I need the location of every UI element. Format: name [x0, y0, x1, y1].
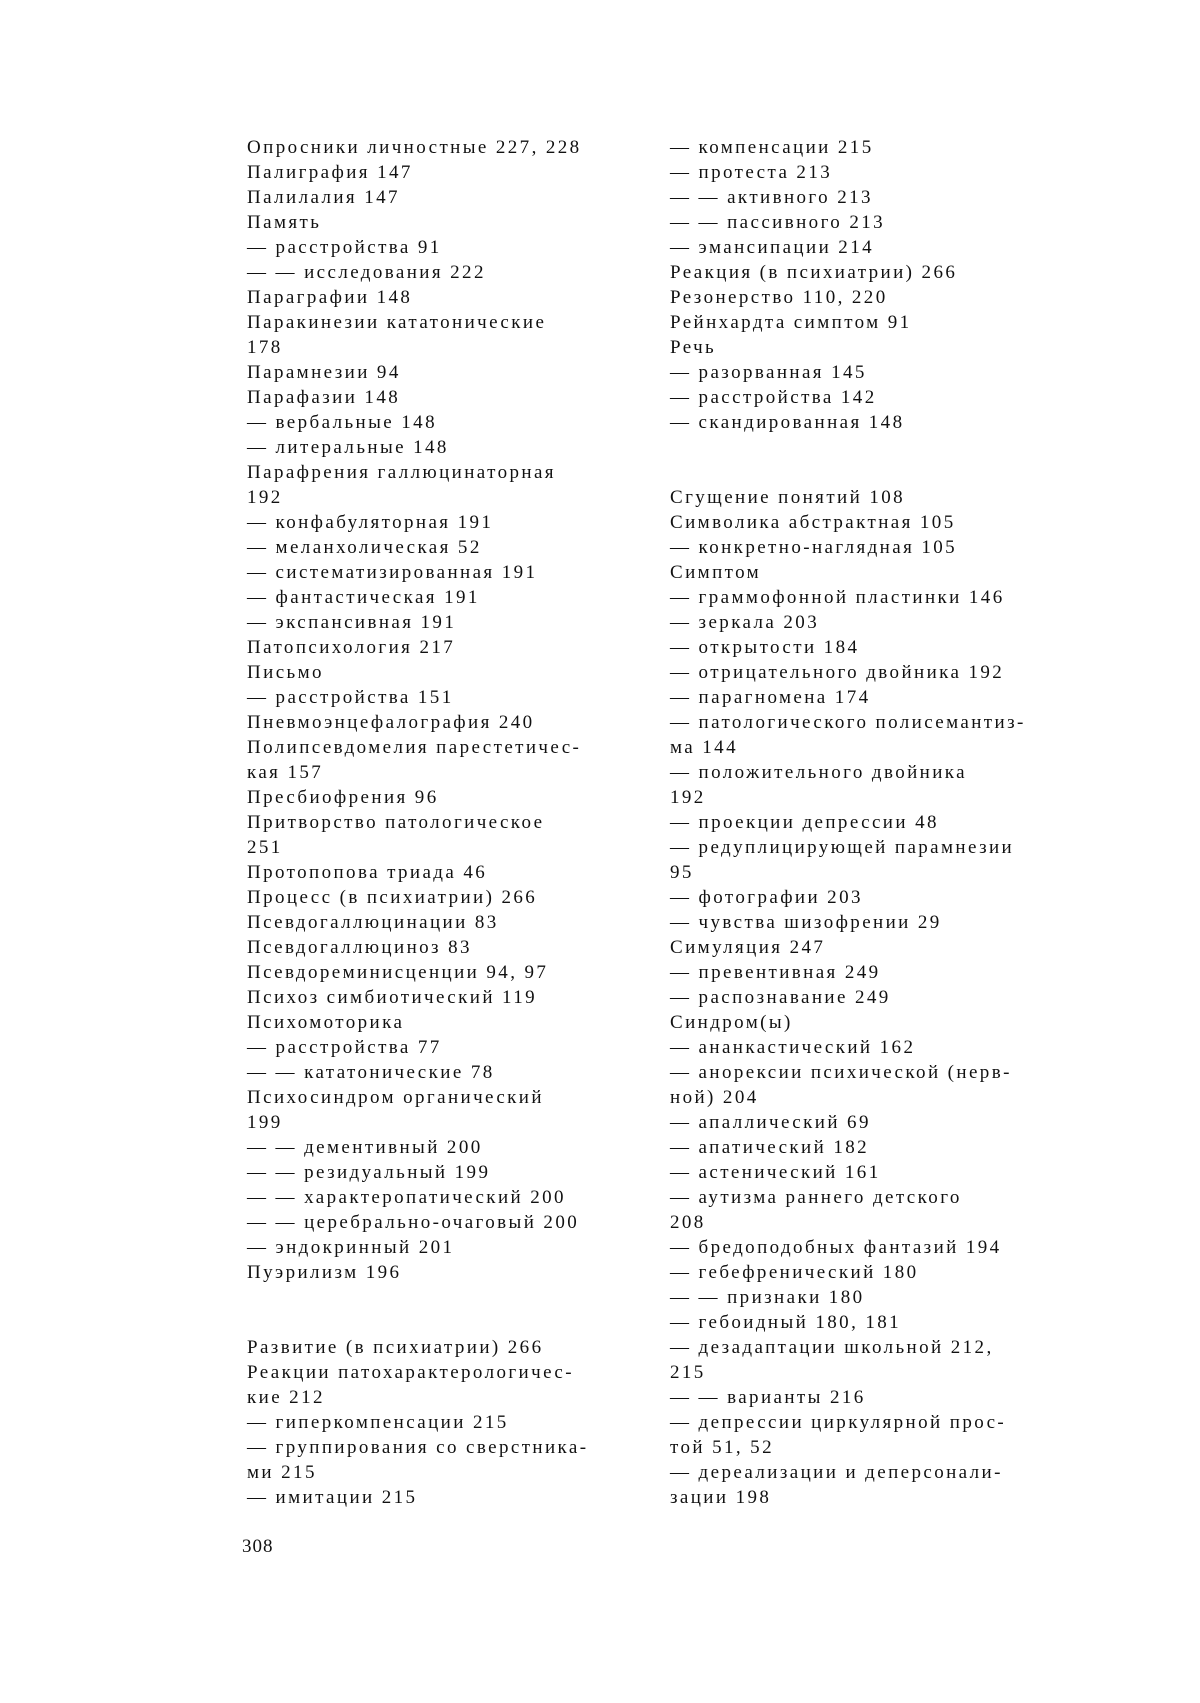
index-entry: — расстройства 91: [247, 237, 442, 258]
index-entry: Память: [247, 212, 322, 233]
index-entry: Психоз симбиотический 119: [247, 987, 538, 1008]
index-entry: — — характеропатический 200: [247, 1187, 566, 1208]
index-column-left: [247, 135, 657, 1510]
index-entry: ми 215: [247, 1462, 317, 1483]
index-entry: — зеркала 203: [670, 612, 820, 633]
index-entry: — ананкастический 162: [670, 1037, 916, 1058]
index-entry: Реакция (в психиатрии) 266: [670, 262, 958, 283]
index-entry: — меланхолическая 52: [247, 537, 482, 558]
index-entry: Параграфии 148: [247, 287, 413, 308]
index-entry: той 51, 52: [670, 1437, 774, 1458]
index-entry: Паракинезии кататонические: [247, 312, 547, 333]
index-entry: Протопопова триада 46: [247, 862, 488, 883]
index-entry: зации 198: [670, 1487, 772, 1508]
index-entry: — граммофонной пластинки 146: [670, 587, 1005, 608]
index-entry: — гебоидный 180, 181: [670, 1312, 902, 1333]
index-entry: ма 144: [670, 737, 738, 758]
index-entry: — дереализации и деперсонали-: [670, 1462, 1003, 1483]
index-entry: — — кататонические 78: [247, 1062, 495, 1083]
index-entry: Реакции патохарактерологичес-: [247, 1362, 574, 1383]
index-entry: 215: [670, 1362, 706, 1383]
index-entry: — анорексии психической (нерв-: [670, 1062, 1012, 1083]
index-entry: Резонерство 110, 220: [670, 287, 888, 308]
index-entry: — вербальные 148: [247, 412, 437, 433]
index-entry: Психомоторика: [247, 1012, 405, 1033]
index-entry: — — активного 213: [670, 187, 873, 208]
index-entry: — систематизированная 191: [247, 562, 538, 583]
index-entry: Пресбиофрения 96: [247, 787, 439, 808]
index-entry: — открытости 184: [670, 637, 860, 658]
index-entry: Полипсевдомелия парестетичес-: [247, 737, 582, 758]
index-entry: Символика абстрактная 105: [670, 512, 956, 533]
index-entry: Синдром(ы): [670, 1012, 793, 1033]
index-entry: 208: [670, 1212, 706, 1233]
index-entry: 192: [670, 787, 706, 808]
index-entry: — расстройства 151: [247, 687, 454, 708]
index-entry: ной) 204: [670, 1087, 759, 1108]
index-entry: Притворство патологическое: [247, 812, 545, 833]
index-entry: — конфабуляторная 191: [247, 512, 494, 533]
index-entry: — группирования со сверстника-: [247, 1437, 589, 1458]
index-entry: — — исследования 222: [247, 262, 486, 283]
page-number: 308: [242, 1536, 274, 1557]
section-gap: [670, 435, 1065, 460]
index-entry: — эмансипации 214: [670, 237, 874, 258]
index-entry: Палиграфия 147: [247, 162, 413, 183]
index-entry: — распознавание 249: [670, 987, 891, 1008]
index-entry: — — дементивный 200: [247, 1137, 483, 1158]
index-entry: — фотографии 203: [670, 887, 863, 908]
index-entry: Псевдогаллюцинации 83: [247, 912, 499, 933]
index-entry: Симуляция 247: [670, 937, 826, 958]
index-entry: Пневмоэнцефалография 240: [247, 712, 535, 733]
index-entry: — апаллический 69: [670, 1112, 871, 1133]
index-entry: Психосиндром органический: [247, 1087, 544, 1108]
index-entry: кая 157: [247, 762, 324, 783]
index-entry: кие 212: [247, 1387, 325, 1408]
index-entry: — конкретно-наглядная 105: [670, 537, 958, 558]
index-entry: Псевдогаллюциноз 83: [247, 937, 472, 958]
index-entry: Опросники личностные 227, 228: [247, 137, 582, 158]
index-entry: Патопсихология 217: [247, 637, 456, 658]
index-entry: — — признаки 180: [670, 1287, 865, 1308]
index-entry: — — резидуальный 199: [247, 1162, 491, 1183]
index-entry: — депрессии циркулярной прос-: [670, 1412, 1007, 1433]
index-entry: Палилалия 147: [247, 187, 400, 208]
index-entry: — расстройства 77: [247, 1037, 442, 1058]
index-entry: — скандированная 148: [670, 412, 905, 433]
index-entry: — бредоподобных фантазий 194: [670, 1237, 1002, 1258]
index-entry: Псевдореминисценции 94, 97: [247, 962, 549, 983]
index-entry: — дезадаптации школьной 212,: [670, 1337, 994, 1358]
index-entry: — проекции депрессии 48: [670, 812, 939, 833]
index-entry: Пуэрилизм 196: [247, 1262, 402, 1283]
index-entry: — имитации 215: [247, 1487, 418, 1508]
index-entry: — редуплицирующей парамнезии: [670, 837, 1015, 858]
index-entry: — — варианты 216: [670, 1387, 866, 1408]
index-entry: — гебефренический 180: [670, 1262, 919, 1283]
index-entry: 178: [247, 337, 283, 358]
index-entry: Парамнезии 94: [247, 362, 401, 383]
index-entry: Парафрения галлюцинаторная: [247, 462, 556, 483]
index-entry: 199: [247, 1112, 283, 1133]
index-column-right: [670, 135, 1065, 1510]
section-gap: [247, 1310, 657, 1335]
index-entry: — патологического полисемантиз-: [670, 712, 1026, 733]
index-entry: Парафазии 148: [247, 387, 401, 408]
index-entry: 192: [247, 487, 283, 508]
index-entry: — парагномена 174: [670, 687, 871, 708]
index-entry: — астенический 161: [670, 1162, 881, 1183]
index-entry: — экспансивная 191: [247, 612, 457, 633]
index-entry: — разорванная 145: [670, 362, 867, 383]
index-entry: Симптом: [670, 562, 762, 583]
index-entry: — эндокринный 201: [247, 1237, 455, 1258]
index-entry: Процесс (в психиатрии) 266: [247, 887, 538, 908]
index-entry: — гиперкомпенсации 215: [247, 1412, 509, 1433]
index-entry: Рейнхардта симптом 91: [670, 312, 912, 333]
index-entry: — положительного двойника: [670, 762, 967, 783]
index-entry: — превентивная 249: [670, 962, 881, 983]
index-entry: Речь: [670, 337, 717, 358]
index-entry: 95: [670, 862, 694, 883]
index-entry: Сгущение понятий 108: [670, 487, 906, 508]
index-entry: — апатический 182: [670, 1137, 870, 1158]
index-entry: — — пассивного 213: [670, 212, 886, 233]
index-entry: — протеста 213: [670, 162, 833, 183]
index-entry: — фантастическая 191: [247, 587, 480, 608]
index-entry: — компенсации 215: [670, 137, 874, 158]
index-entry: — расстройства 142: [670, 387, 877, 408]
index-entry: — отрицательного двойника 192: [670, 662, 1005, 683]
index-entry: — чувства шизофрении 29: [670, 912, 942, 933]
index-entry: Развитие (в психиатрии) 266: [247, 1337, 544, 1358]
section-gap: [247, 1285, 657, 1310]
index-entry: — — церебрально-очаговый 200: [247, 1212, 580, 1233]
index-entry: — аутизма раннего детского: [670, 1187, 962, 1208]
index-entry: — литеральные 148: [247, 437, 449, 458]
index-entry: Письмо: [247, 662, 324, 683]
section-gap: [670, 460, 1065, 485]
index-entry: 251: [247, 837, 283, 858]
